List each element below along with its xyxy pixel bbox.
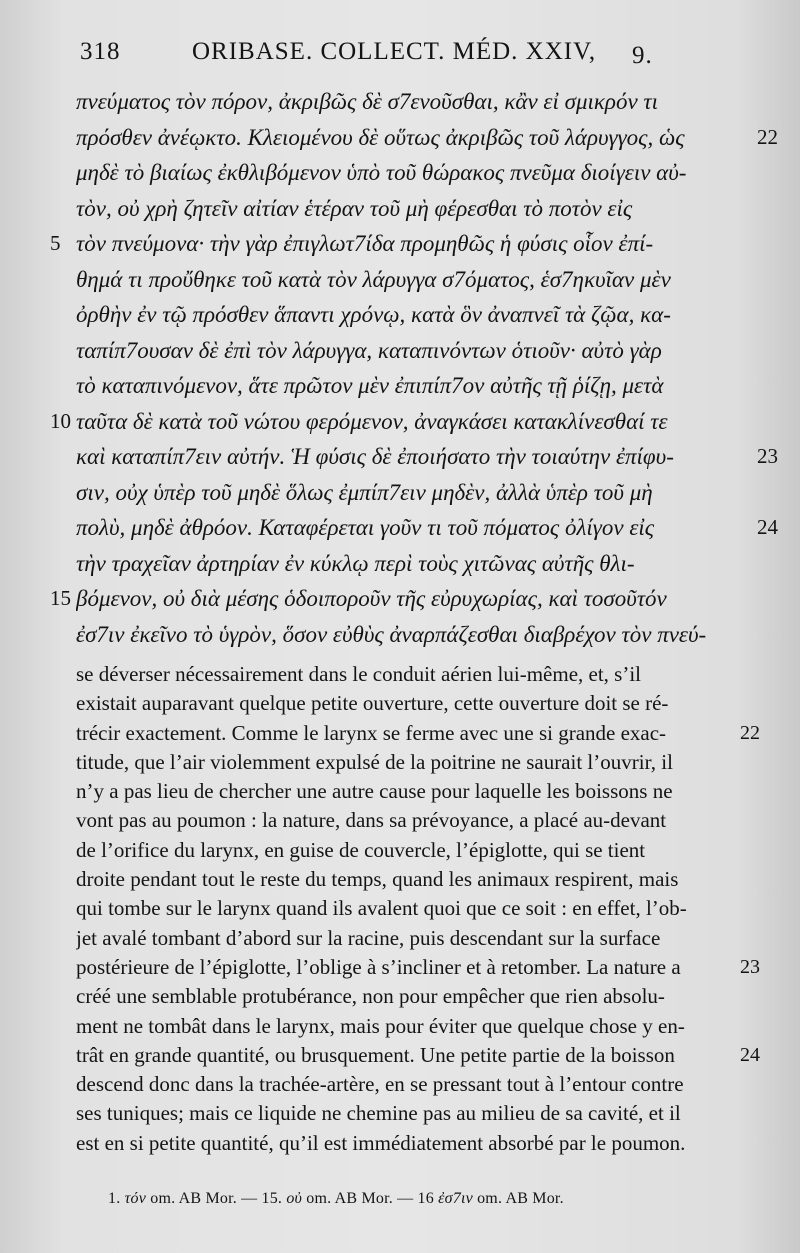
greek-line-text: πολὺ, μηδὲ ἀθρόον. Καταφέρεται γοῦν τι τοῦ πόματος ὀλίγον εἰς: [76, 515, 655, 540]
paragraph-number: 22: [740, 721, 760, 744]
greek-line: [0, 404, 800, 440]
greek-line: [0, 510, 800, 546]
footnote-number: 1.: [108, 1190, 121, 1207]
french-line-text: descend donc dans la trachée-artère, en se pressant tout à l’entour contre: [76, 1072, 684, 1097]
french-line: [0, 953, 800, 982]
french-translation-block: [0, 660, 800, 1158]
greek-line-text: θημά τι προὔθηκε τοῦ κατὰ τὸν λάρυγγα σ7όματος, ἑσ7ηκυῖαν μὲν: [76, 266, 671, 292]
greek-line-text: τὴν τραχεῖαν ἀρτηρίαν ἐν κύκλῳ περὶ τοὺς χιτῶνας αὐτῆς θλι-: [76, 550, 635, 576]
greek-line-text: ὀρθὴν ἐν τῷ πρόσθεν ἅπαντι χρόνῳ, κατὰ ὃν ἀναπνεῖ τὰ ζῷα, κα-: [76, 302, 671, 327]
greek-line-text: σιν, οὐχ ὑπὲρ τοῦ μηδὲ ὅλως ἐμπίπ7ειν μηδὲν, ἀλλὰ ὑπὲρ τοῦ μὴ: [76, 479, 653, 505]
greek-line-text: μηδὲ τὸ βιαίως ἐκθλιβόμενον ὑπὸ τοῦ θώρακος πνεῦμα διοίγειν αὐ-: [76, 160, 687, 185]
french-line-text: qui tombe sur le larynx quand ils avalent quoi que ce soit : en effet, l’ob-: [76, 896, 687, 921]
footnote-text: om. AB Mor.: [477, 1190, 564, 1207]
greek-line-text: πρόσθεν ἀνέῳκτο. Κλειομένου δὲ οὕτως ἀκριβῶς τοῦ λάρυγγος, ὡς: [76, 124, 685, 150]
french-line-text: titude, que l’air violemment expulsé de la poitrine ne saurait l’ouvrir, il: [76, 749, 673, 774]
greek-line: [0, 191, 800, 227]
footnotes: [108, 1190, 740, 1208]
french-line: [0, 806, 800, 835]
running-title: ORIBASE. COLLECT. MÉD. XXIV,: [192, 38, 597, 65]
page-header: [72, 38, 740, 78]
greek-text-block: [0, 84, 800, 652]
paragraph-number: 23: [740, 955, 760, 978]
french-line: [0, 748, 800, 777]
french-line: [0, 1070, 800, 1099]
french-line: [0, 1129, 800, 1158]
footnote-number: 15.: [261, 1190, 283, 1207]
french-line-text: se déverser nécessairement dans le conduit aérien lui-même, et, s’il: [76, 662, 642, 686]
greek-line: [0, 368, 800, 404]
greek-line: [0, 226, 800, 262]
french-line: [0, 777, 800, 806]
french-line-text: droite pendant tout le reste du temps, quand les animaux respirent, mais: [76, 867, 679, 892]
french-line-text: jet avalé tombant d’abord sur la racine, puis descendant sur la surface: [76, 925, 661, 950]
line-number: 5: [50, 231, 61, 255]
french-line-text: trécir exactement. Comme le larynx se ferme avec une si grande exac-: [76, 720, 667, 745]
greek-line: [0, 297, 800, 333]
french-line: [0, 865, 800, 894]
greek-line: [0, 546, 800, 582]
greek-line: [0, 581, 800, 617]
greek-line: [0, 120, 800, 156]
paragraph-number: 24: [757, 515, 778, 539]
greek-line: [0, 617, 800, 653]
greek-line: [0, 475, 800, 511]
french-line: [0, 836, 800, 865]
greek-line-text: τὸ καταπινόμενον, ἅτε πρῶτον μὲν ἐπιπίπ7ον αὐτῆς τῇ ῥίζῃ, μετὰ: [76, 373, 664, 398]
line-number: 15: [50, 586, 71, 610]
footnote-greek-word: οὐ: [286, 1190, 303, 1207]
section-number: 9.: [632, 42, 653, 69]
greek-line: [0, 333, 800, 369]
greek-line-text: ταῦτα δὲ κατὰ τοῦ νώτου φερόμενον, ἀναγκάσει κατακλίνεσθαί τε: [76, 408, 668, 434]
greek-line-text: τὸν πνεύμονα· τὴν γὰρ ἐπιγλωτ7ίδα προμηθῶς ἡ φύσις οἷον ἐπί-: [76, 231, 654, 256]
greek-line-text: πνεύματος τὸν πόρον, ἀκριβῶς δὲ σ7ενοῦσθαι, κἂν εἰ σμικρόν τι: [76, 89, 659, 114]
french-line: [0, 689, 800, 718]
greek-line: [0, 84, 800, 120]
paragraph-number: 22: [757, 124, 778, 149]
greek-line-text: ταπίπ7ουσαν δὲ ἐπὶ τὸν λάρυγγα, καταπινόντων ὁτιοῦν· αὐτὸ γὰρ: [76, 337, 662, 363]
french-line: [0, 894, 800, 923]
greek-line-text: τὸν, οὐ χρὴ ζητεῖν αἰτίαν ἑτέραν τοῦ μὴ φέρεσθαι τὸ ποτὸν εἰς: [76, 195, 633, 221]
footnote-text: om. AB Mor. —: [150, 1190, 258, 1207]
french-line-text: vont pas au poumon : la nature, dans sa prévoyance, a placé au-devant: [76, 808, 667, 833]
paragraph-number: 23: [757, 444, 778, 468]
french-line-text: créé une semblable protubérance, non pour empêcher que rien absolu-: [76, 984, 665, 1009]
french-line: [0, 660, 800, 689]
greek-line-text: ἐσ7ιν ἐκεῖνο τὸ ὑγρὸν, ὅσον εὐθὺς ἀναρπάζεσθαι διαβρέχον τὸν πνεύ-: [76, 621, 707, 647]
french-line: [0, 924, 800, 953]
greek-line-text: βόμενον, οὐ διὰ μέσης ὁδοιποροῦν τῆς εὐρυχωρίας, καὶ τοσοῦτόν: [76, 586, 667, 611]
greek-line-text: καὶ καταπίπ7ειν αὐτήν. Ἡ φύσις δὲ ἐποιήσατο τὴν τοιαύτην ἐπίφυ-: [76, 444, 674, 469]
greek-line: [0, 439, 800, 475]
french-line: [0, 982, 800, 1011]
french-line-text: de l’orifice du larynx, en guise de couvercle, l’épiglotte, qui se tient: [76, 837, 646, 862]
french-line-text: n’y a pas lieu de chercher une autre cause pour laquelle les boissons ne: [76, 779, 673, 804]
footnote-text: om. AB Mor. —: [306, 1190, 414, 1207]
greek-line: [0, 262, 800, 298]
french-line-text: est en si petite quantité, qu’il est immédiatement absorbé par le poumon.: [76, 1130, 686, 1155]
french-line-text: ment ne tombât dans le larynx, mais pour éviter que quelque chose y en-: [76, 1013, 685, 1038]
french-line-text: trât en grande quantité, ou brusquement. Une petite partie de la boisson: [76, 1042, 675, 1067]
french-line: [0, 719, 800, 748]
french-line-text: existait auparavant quelque petite ouverture, cette ouverture doit se ré-: [76, 691, 669, 716]
french-line: [0, 1041, 800, 1070]
french-line: [0, 1099, 800, 1128]
greek-line: [0, 155, 800, 191]
paragraph-number: 24: [740, 1043, 760, 1066]
footnote-greek-word: ἐσ7ιν: [438, 1190, 473, 1207]
line-number: 10: [50, 408, 71, 433]
footnote-number: 16: [417, 1190, 434, 1207]
french-line-text: ses tuniques; mais ce liquide ne chemine pas au milieu de sa cavité, et il: [76, 1101, 681, 1126]
footnote-greek-word: τόν: [124, 1190, 147, 1207]
french-line: [0, 1012, 800, 1041]
french-line-text: postérieure de l’épiglotte, l’oblige à s’incliner et à retomber. La nature a: [76, 954, 681, 979]
page-number: 318: [80, 38, 121, 65]
